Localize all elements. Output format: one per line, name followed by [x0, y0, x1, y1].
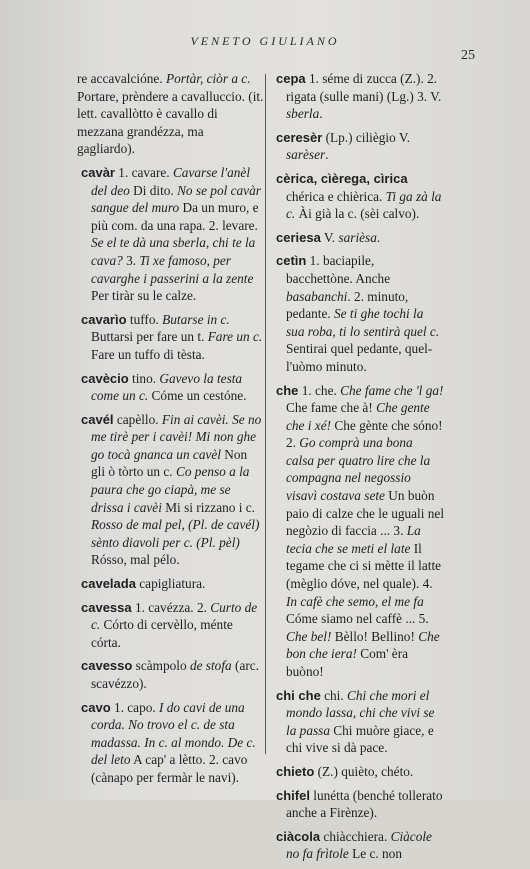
entry-cereser: ceresèr (Lp.) ciliègio V. sarèser.: [276, 129, 411, 163]
entry-cavesso: cavesso scàmpolo de stofa (arc. scavézzo).: [81, 658, 259, 691]
entry-chi-che: chi che chi. Chi che mori el mondo lassa, chi che vivi se la passa Chi muòre giace, e chi vive si dà pace.: [276, 687, 435, 756]
entry-che: che 1. che. Che fame che 'l ga! Che fame che à! Che gente che i xé! Che gènte che sóno! 2. Go comprà una bona calsa per quatro lire che la compagna nel negossio visavì costava sete Un buòn paio di calze che le uguali nel negòzio di faccia ... 3. La tecia che se meti el late Il tegame che ci si mètte il latte (mèglio dóve, nel quale). 4. In cafè che semo, el me fa Cóme siamo nel caffè ... 5. Che bel! Bèllo! Bellino! Che bon che iera! Com' èra buòno!: [276, 382, 445, 679]
entry-chieto: chieto (Z.) quièto, chéto.: [276, 763, 414, 779]
entry-ciacola: ciàcola chiàcchiera. Ciàcole no fa frìtole Le c. non: [276, 828, 432, 862]
entry-chifel: chifel lunétta (benché tollerato anche a Firènze).: [276, 787, 443, 821]
entry-cetin: cetìn 1. baciapile, bacchettòne. Anche basabanchi. 2. minuto, pedante. Se ti ghe tochi la sua roba, ti lo sentirà quel c. Sentirai quel pedante, quel-l'uòmo minuto.: [276, 253, 440, 374]
entry-cepa: cepa 1. séme di zucca (Z.). 2. rigata (sulle mani) (Lg.) 3. V. sberla.: [276, 71, 442, 122]
entry-ceriesa: ceriesa V. sarièsa.: [276, 229, 381, 245]
entry-cavelada: cavelada capigliatura.: [81, 576, 206, 592]
page-number: 25: [461, 48, 475, 63]
entry-cavar: cavàr 1. cavare. Cavarse l'anèl del deo Di dito. No se pol cavàr sangue del muro Da un muro, e più com. da una rapa. 2. levare. Se el te dà una sberla, chi te la cava? 3. Ti xe famoso, per cavarghe i passerini a la zente Per tiràr su le calze.: [81, 164, 261, 304]
entry-cavo: cavo 1. capo. I do cavi de una corda. No trovo el c. de sta madassa. In c. al mondo. De c. del leto A cap' a lètto. 2. cavo (cànapo per fermàr le navi).: [81, 699, 256, 785]
entry-cavecio: cavècio tino. Gavevo la testa come un c. Cóme un cestóne.: [81, 370, 247, 404]
running-title: VENETO GIULIANO: [190, 34, 340, 48]
right-column: [272, 70, 444, 869]
entry-cavel: cavél capèllo. Fin ai cavèi. Se no me tirè per i cavèi! Mi non ghe go tocà gnanca un cavèl Non gli ò tòrto un c. Co penso a la paura che go ciapà, me se drissa i cavèi Mi si rizzano i c. Rosso de mal pel, (Pl. de cavél) sènto diavoli per c. (Pl. pèl) Rósso, mal pélo.: [81, 411, 262, 568]
left-column: [77, 70, 264, 793]
entry-cerica: cèrica, cìèrega, cìrica chérica e chièrica. Ti ga zà la c. Ài già la c. (sèi calvo).: [276, 170, 442, 222]
entry-cont: re accavalcióne. Portàr, ciòr a c. Portare, prèndere a cavalluccio. (it. lett. cavallòtto è cavallo di mezzana grandézza, ma gagliardo).: [77, 71, 264, 157]
entry-cavario: cavarìo tuffo. Butarse in c. Buttarsi per fare un t. Fare un c. Fare un tuffo di tèsta.: [81, 311, 263, 362]
column-divider: [265, 74, 266, 754]
entry-cavessa: cavessa 1. cavézza. 2. Curto de c. Córto di cervèllo, ménte córta.: [81, 599, 258, 650]
